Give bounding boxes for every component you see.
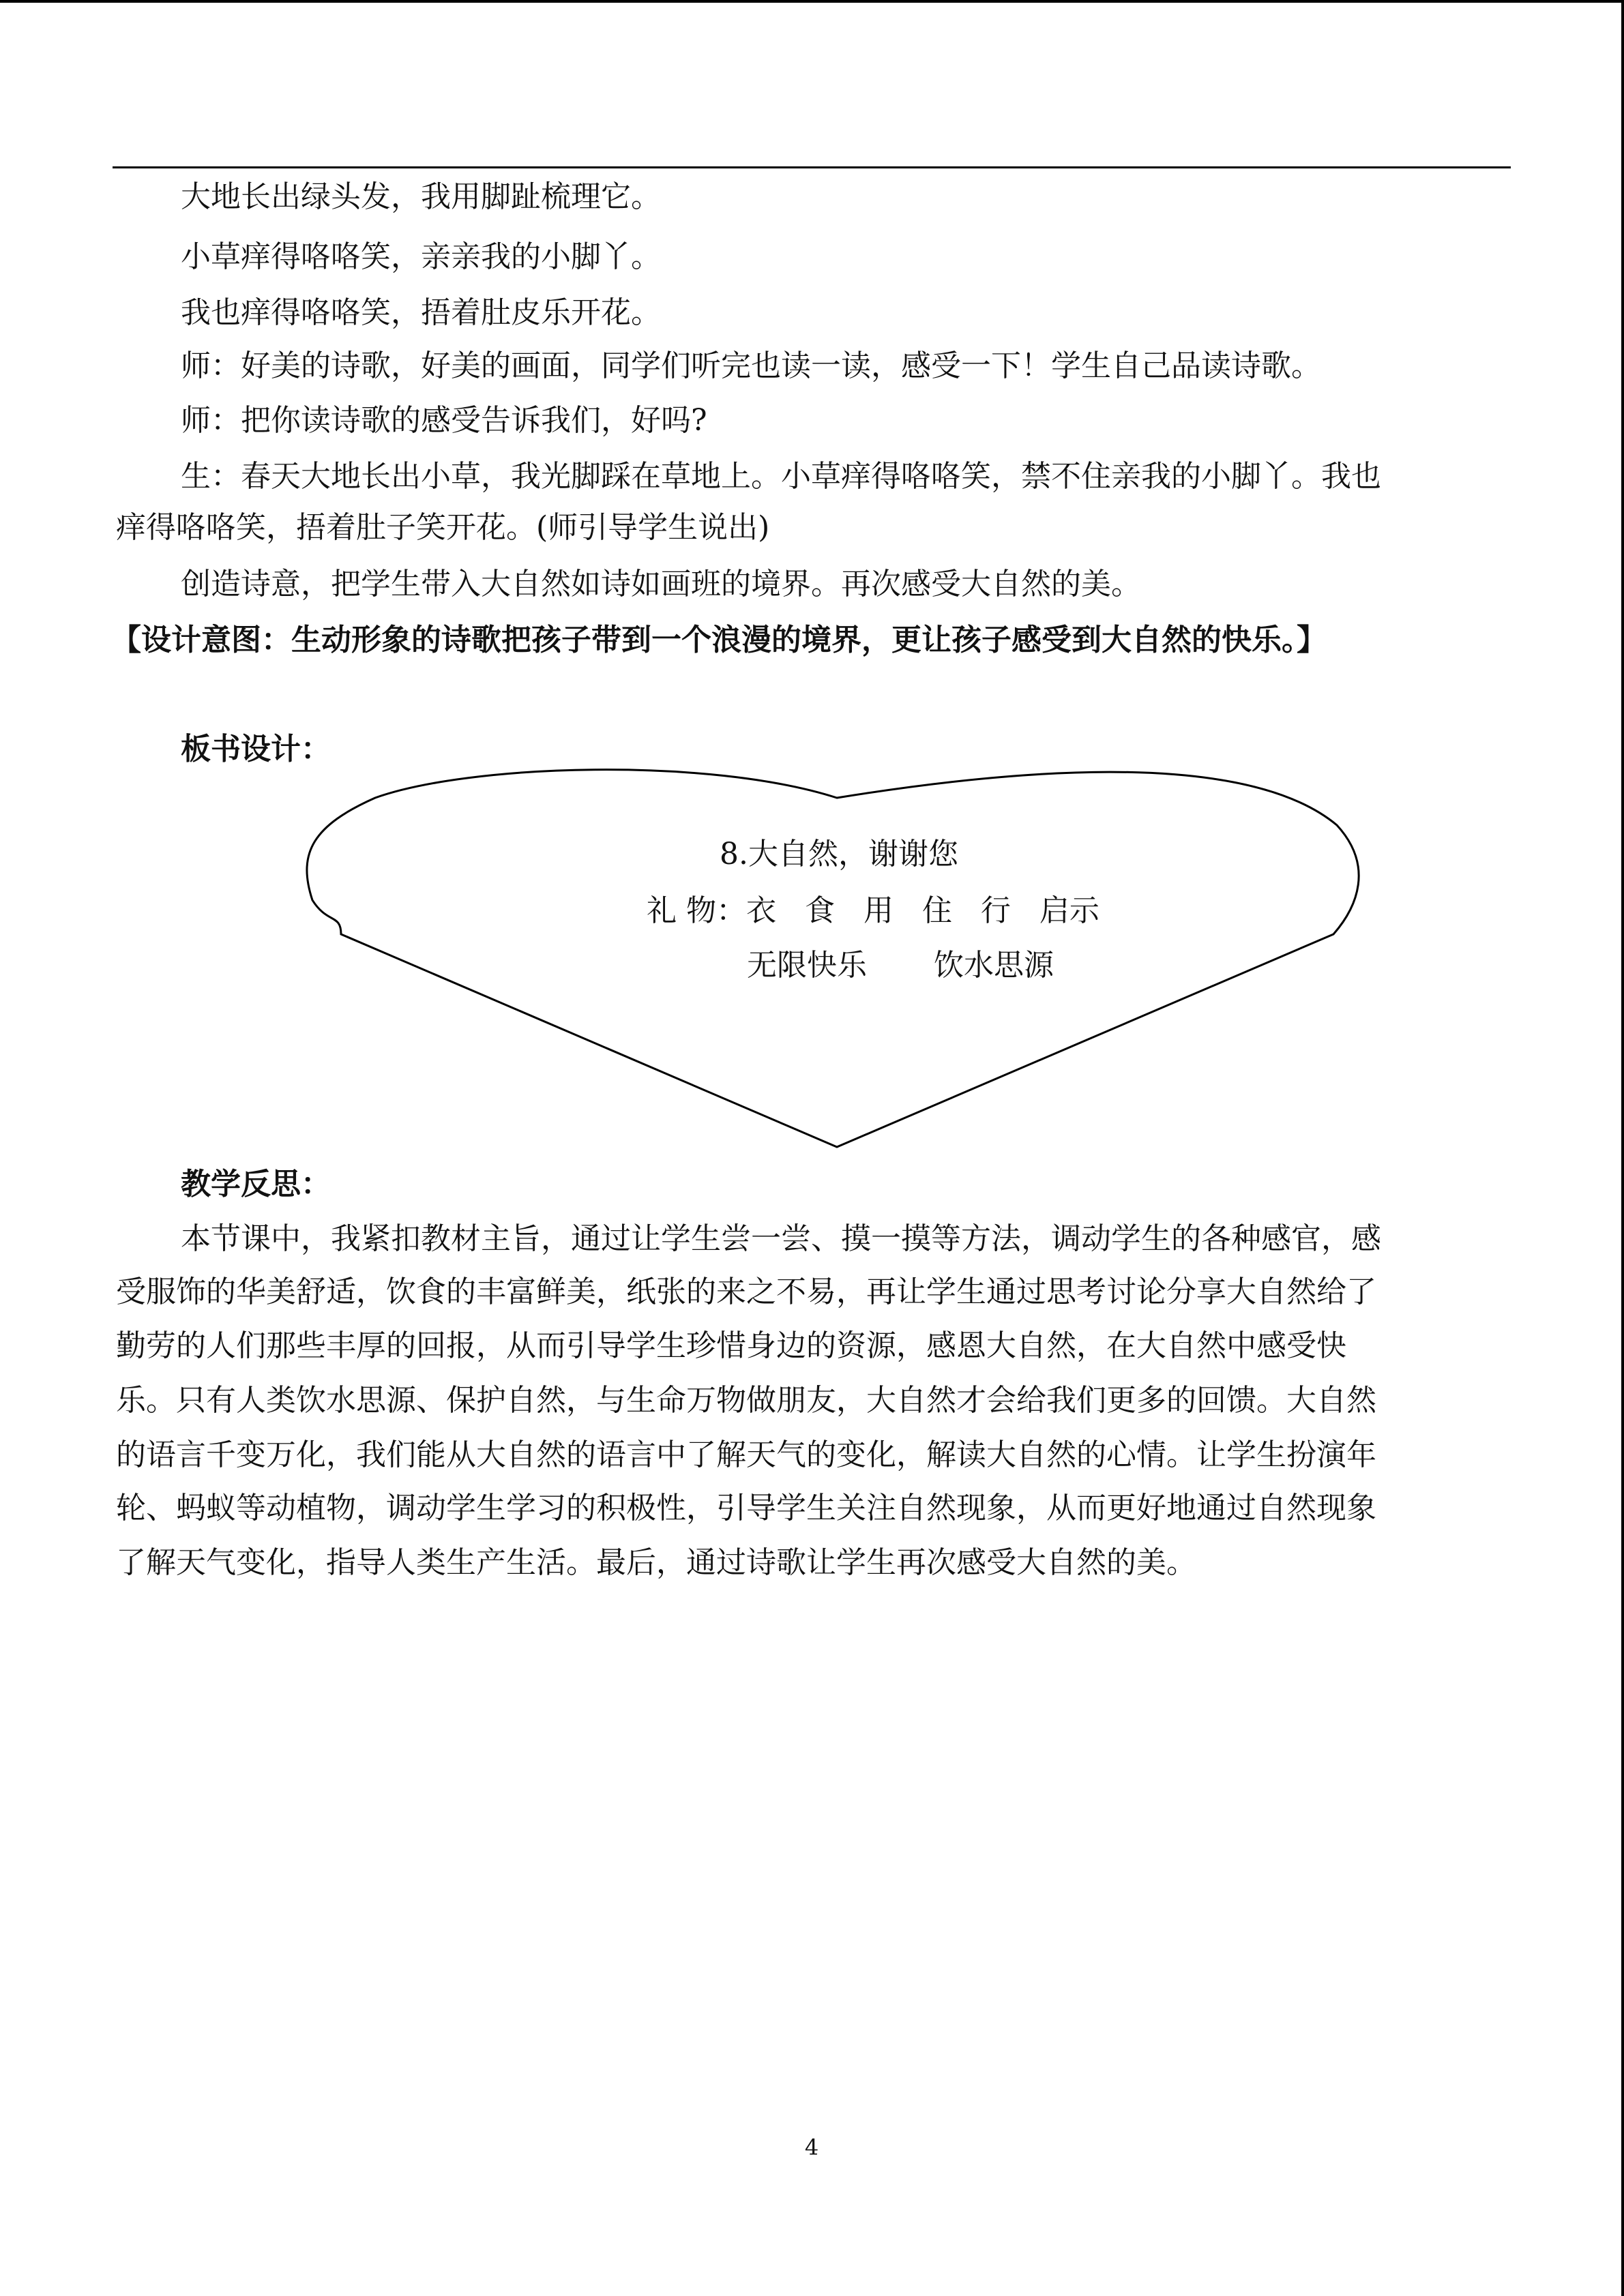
reflection-line-5: 的语言千变万化，我们能从大自然的语言中了解天气的变化，解读大自然的心情。让学生扮演年: [116, 1437, 1376, 1472]
poem-line-3: 我也痒得咯咯笑，捂着肚皮乐开花。: [181, 295, 661, 330]
board-title: 8.大自然，谢谢您: [720, 837, 958, 871]
student-line-2: 痒得咯咯笑，捂着肚子笑开花。(师引导学生说出): [116, 510, 770, 545]
page-number: 4: [804, 2134, 819, 2160]
design-intent: 【设计意图：生动形象的诗歌把孩子带到一个浪漫的境界，更让孩子感受到大自然的快乐。】: [111, 623, 1327, 657]
poem-line-1: 大地长出绿头发，我用脚趾梳理它。: [181, 179, 661, 214]
header-rule: [113, 166, 1511, 168]
create-line: 创造诗意，把学生带入大自然如诗如画班的境界。再次感受大自然的美。: [181, 567, 1141, 601]
board-joys: 无限快乐 饮水思源: [747, 948, 1054, 983]
teacher-line-2: 师：把你读诗歌的感受告诉我们，好吗?: [181, 403, 707, 438]
student-line-1: 生：春天大地长出小草，我光脚踩在草地上。小草痒得咯咯笑，禁不住亲我的小脚丫。我也: [181, 459, 1381, 494]
board-heading: 板书设计：: [181, 732, 331, 766]
poem-line-2: 小草痒得咯咯笑，亲亲我的小脚丫。: [181, 239, 661, 274]
reflection-line-7: 了解天气变化，指导人类生产生活。最后，通过诗歌让学生再次感受大自然的美。: [116, 1545, 1196, 1580]
board-gifts: 礼 物：衣 食 用 住 行 启示: [647, 893, 1099, 928]
page-border-top: [0, 0, 1624, 3]
reflection-line-3: 勤劳的人们那些丰厚的回报，从而引导学生珍惜身边的资源，感恩大自然，在大自然中感受快: [116, 1328, 1346, 1363]
reflection-line-2: 受服饰的华美舒适，饮食的丰富鲜美，纸张的来之不易，再让学生通过思考讨论分享大自然给了: [116, 1274, 1376, 1309]
page-border-right: [1621, 0, 1624, 2296]
reflection-line-1: 本节课中，我紧扣教材主旨，通过让学生尝一尝、摸一摸等方法，调动学生的各种感官，感: [181, 1221, 1381, 1256]
reflection-line-4: 乐。只有人类饮水思源、保护自然，与生命万物做朋友，大自然才会给我们更多的回馈。大自然: [116, 1383, 1376, 1418]
reflection-heading: 教学反思：: [181, 1167, 331, 1202]
teacher-line-1: 师：好美的诗歌，好美的画面，同学们听完也读一读，感受一下！学生自己品读诗歌。: [181, 348, 1321, 383]
reflection-line-6: 轮、蚂蚁等动植物，调动学生学习的积极性，引导学生关注自然现象，从而更好地通过自然现象: [116, 1491, 1376, 1525]
